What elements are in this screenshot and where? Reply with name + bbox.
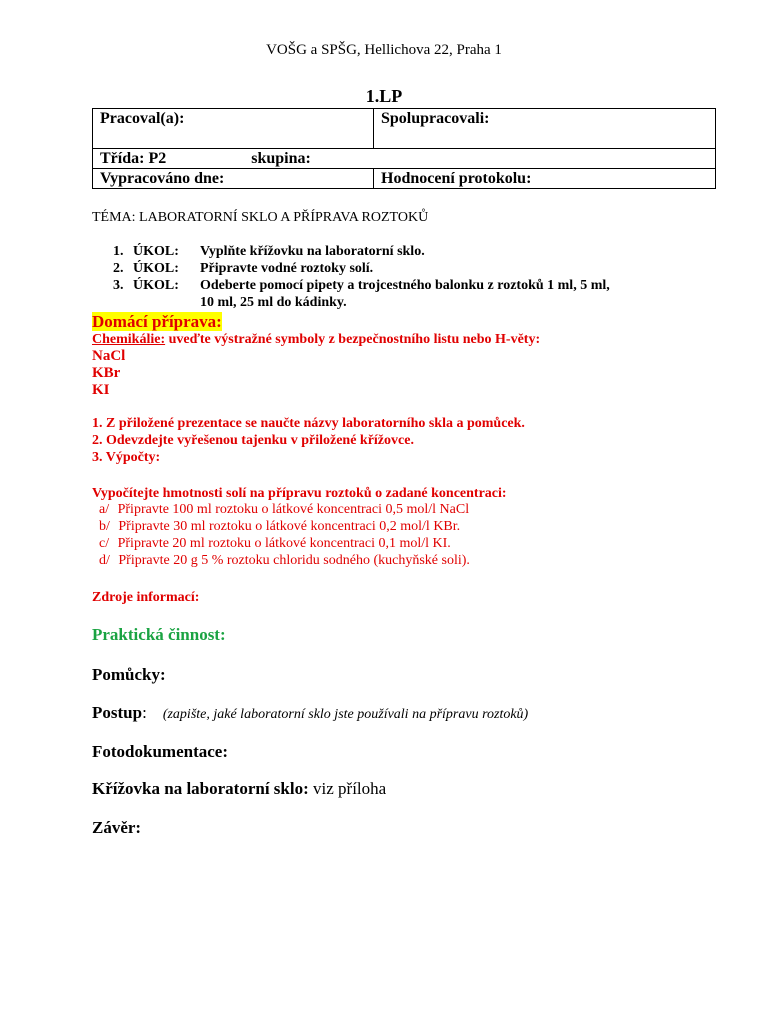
vypocet-letter: d/ xyxy=(99,553,110,568)
spolupracovali-label: Spolupracovali: xyxy=(381,110,490,127)
trida-cell xyxy=(93,149,716,169)
ukol-text: Připravte vodné roztoky solí. xyxy=(200,261,374,276)
krizovka-value: viz příloha xyxy=(308,779,387,798)
krizovka-label: Křížovka na laboratorní sklo: xyxy=(92,779,309,798)
task-item: 2. Odevzdejte vyřešenou tajenku v přiložené křížovce. xyxy=(92,433,414,448)
zdroje-label: Zdroje informací: xyxy=(92,590,200,605)
postup-line xyxy=(92,703,528,723)
ukol-text-continued: 10 ml, 25 ml do kádinky. xyxy=(200,295,347,310)
vypocet-text: Připravte 100 ml roztoku o látkové koncentraci 0,5 mol/l NaCl xyxy=(117,502,470,517)
ukol-item xyxy=(113,244,179,260)
domaci-heading xyxy=(92,312,222,332)
ukol-text: Odeberte pomocí pipety a trojcestného balonku z roztoků 1 ml, 5 ml, xyxy=(200,278,610,293)
hodnoceni-cell xyxy=(374,169,716,189)
chemical-item: KBr xyxy=(92,365,121,381)
vypocet-item xyxy=(99,553,470,569)
vypracovano-cell xyxy=(93,169,374,189)
ukol-number: 1. xyxy=(113,244,124,259)
prakticka-heading: Praktická činnost: xyxy=(92,625,226,644)
ukol-item xyxy=(113,278,179,294)
vypocet-text: Připravte 20 g 5 % roztoku chloridu sodného (kuchyňské soli). xyxy=(118,553,470,568)
krizovka-line xyxy=(92,779,386,799)
ukol-number: 2. xyxy=(113,261,124,276)
chemical-item: KI xyxy=(92,382,110,398)
pracoval-label: Pracoval(a): xyxy=(100,110,185,127)
ukol-item xyxy=(113,261,179,277)
chemical-item: NaCl xyxy=(92,348,126,364)
tema-heading: TÉMA: LABORATORNÍ SKLO A PŘÍPRAVA ROZTOKŮ xyxy=(92,210,429,225)
ukol-number: 3. xyxy=(113,278,124,293)
trida-label: Třída: P2 xyxy=(100,150,167,167)
hodnoceni-label: Hodnocení protokolu: xyxy=(381,170,532,187)
skupina-label: skupina: xyxy=(251,150,311,167)
vypocty-title: Vypočítejte hmotnosti solí na přípravu roztoků o zadané koncentraci: xyxy=(92,486,507,501)
chemikalie-label: Chemikálie: xyxy=(92,332,166,347)
info-table xyxy=(92,108,716,189)
vypocet-item xyxy=(99,536,451,552)
ukol-text: Vyplňte křížovku na laboratorní sklo. xyxy=(200,244,425,259)
ukol-label: ÚKOL: xyxy=(133,244,179,259)
postup-note: (zapište, jaké laboratorní sklo jste používali na přípravu roztoků) xyxy=(162,707,529,722)
domaci-label: Domácí příprava: xyxy=(92,312,222,331)
spolupracovali-cell xyxy=(374,109,716,149)
document-header: VOŠG a SPŠG, Hellichova 22, Praha 1 xyxy=(266,42,502,58)
vypocet-letter: c/ xyxy=(99,536,110,551)
pomucky-heading: Pomůcky: xyxy=(92,665,166,684)
chemikalie-line xyxy=(92,332,540,348)
page-title: 1.LP xyxy=(365,86,403,106)
vypocet-letter: b/ xyxy=(99,519,110,534)
chemikalie-text: uveďte výstražné symboly z bezpečnostního listu nebo H-věty: xyxy=(165,332,541,347)
zaver-heading: Závěr: xyxy=(92,818,142,837)
vypocet-text: Připravte 30 ml roztoku o látkové koncentraci 0,2 mol/l KBr. xyxy=(118,519,461,534)
pracoval-cell xyxy=(93,109,374,149)
vypocet-item xyxy=(99,502,469,518)
vypocet-text: Připravte 20 ml roztoku o látkové koncentraci 0,1 mol/l KI. xyxy=(117,536,451,551)
vypracovano-label: Vypracováno dne: xyxy=(100,170,225,187)
task-item: 1. Z přiložené prezentace se naučte názvy laboratorního skla a pomůcek. xyxy=(92,416,525,431)
ukol-label: ÚKOL: xyxy=(133,278,179,293)
postup-colon: : xyxy=(142,703,147,722)
task-item: 3. Výpočty: xyxy=(92,450,161,465)
postup-label: Postup xyxy=(92,703,143,722)
vypocet-letter: a/ xyxy=(99,502,110,517)
vypocet-item xyxy=(99,519,460,535)
foto-heading: Fotodokumentace: xyxy=(92,742,228,761)
ukol-label: ÚKOL: xyxy=(133,261,179,276)
